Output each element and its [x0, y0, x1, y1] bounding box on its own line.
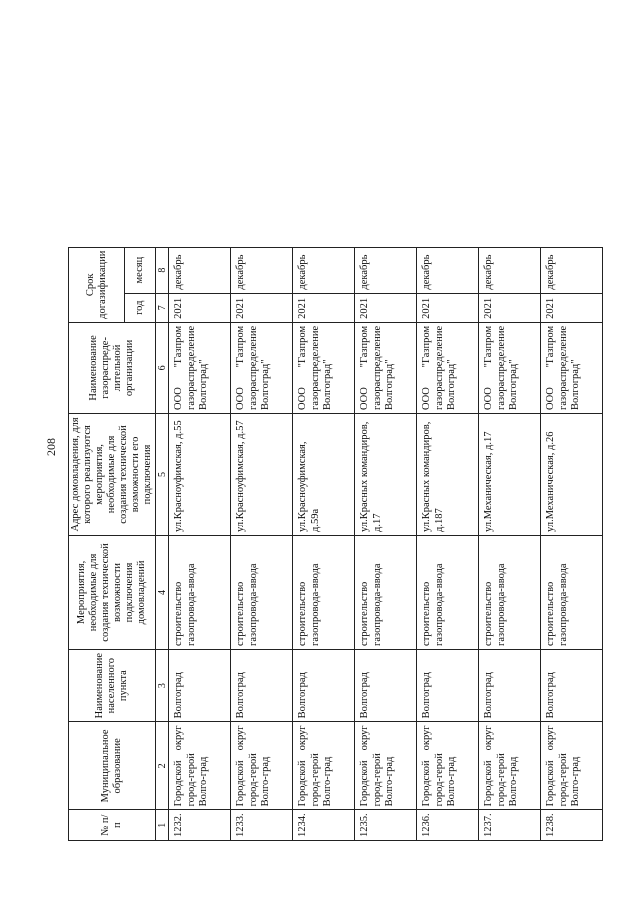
table-row — [231, 247, 293, 840]
header-measures: Мероприятия, необходимые для создания технической возможности подключения домовладений — [69, 535, 156, 649]
address-cell: ул.Механическая, д.17 — [479, 413, 541, 535]
settlement-cell: Волгоград — [169, 649, 231, 721]
header-month: месяц — [125, 247, 156, 293]
org-word-2: "Газпром — [545, 325, 557, 368]
table-row — [169, 247, 231, 840]
settlement-cell: Волгоград — [541, 649, 603, 721]
table-row — [293, 247, 355, 840]
municipal-word-2: округ — [297, 725, 309, 751]
table-row — [479, 247, 541, 840]
year-cell: 2021 — [169, 293, 231, 322]
municipal-word-1: Городской — [235, 760, 247, 807]
col-number: 7 — [156, 293, 169, 322]
row-number: 1236. — [417, 810, 479, 841]
address-cell: ул.Красноуфимская, д.57 — [231, 413, 293, 535]
settlement-cell: Волгоград — [231, 649, 293, 721]
municipal-word-1: Городской — [483, 760, 495, 807]
org-word-1: ООО — [359, 387, 371, 410]
col-number: 6 — [156, 322, 169, 413]
settlement-cell: Волгоград — [417, 649, 479, 721]
col-number: 8 — [156, 247, 169, 293]
table-row — [355, 247, 417, 840]
month-cell: декабрь — [293, 247, 355, 293]
measure-cell: строительство газопровода-ввода — [417, 535, 479, 649]
header-deadline: Срок догазификации — [69, 247, 125, 322]
measure-cell: строительство газопровода-ввода — [169, 535, 231, 649]
org-cell — [231, 322, 293, 413]
address-cell: ул.Красных командиров, д.17 — [355, 413, 417, 535]
municipal-word-1: Городской — [545, 760, 557, 807]
municipal-cell — [541, 722, 603, 810]
org-cell — [169, 322, 231, 413]
address-cell: ул.Механическая, д.26 — [541, 413, 603, 535]
org-word-2: "Газпром — [297, 325, 309, 368]
year-cell: 2021 — [355, 293, 417, 322]
month-cell: декабрь — [541, 247, 603, 293]
org-rest: газораспределение Волгоград" — [247, 325, 271, 410]
row-number: 1237. — [479, 810, 541, 841]
org-word-2: "Газпром — [483, 325, 495, 368]
org-word-2: "Газпром — [421, 325, 433, 368]
municipal-cell — [355, 722, 417, 810]
org-rest: газораспределение Волгоград" — [557, 325, 581, 410]
municipal-word-2: округ — [235, 725, 247, 751]
measure-cell: строительство газопровода-ввода — [479, 535, 541, 649]
org-rest: газораспределение Волгоград" — [309, 325, 333, 410]
org-cell — [293, 322, 355, 413]
col-number: 3 — [156, 649, 169, 721]
municipal-cell — [169, 722, 231, 810]
month-cell: декабрь — [417, 247, 479, 293]
table-body — [169, 247, 603, 840]
org-word-2: "Газпром — [359, 325, 371, 368]
measure-cell: строительство газопровода-ввода — [231, 535, 293, 649]
header-row — [69, 247, 125, 840]
org-word-1: ООО — [235, 387, 247, 410]
col-number: 2 — [156, 722, 169, 810]
row-number: 1235. — [355, 810, 417, 841]
year-cell: 2021 — [293, 293, 355, 322]
org-word-1: ООО — [545, 387, 557, 410]
col-number: 5 — [156, 413, 169, 535]
address-cell: ул.Красноуфимская, д.59а — [293, 413, 355, 535]
org-word-1: ООО — [173, 387, 185, 410]
header-num: № п/п — [69, 810, 156, 841]
address-cell: ул.Красных командиров, д.187 — [417, 413, 479, 535]
municipal-word-2: округ — [173, 725, 185, 751]
org-rest: газораспределение Волгоград" — [495, 325, 519, 410]
year-cell: 2021 — [541, 293, 603, 322]
measure-cell: строительство газопровода-ввода — [541, 535, 603, 649]
row-number: 1232. — [169, 810, 231, 841]
municipal-word-1: Городской — [359, 760, 371, 807]
settlement-cell: Волгоград — [293, 649, 355, 721]
year-cell: 2021 — [231, 293, 293, 322]
municipal-rest: город-герой Волго-град — [247, 753, 271, 807]
org-cell — [417, 322, 479, 413]
gasification-table — [68, 247, 603, 841]
col-number: 4 — [156, 535, 169, 649]
municipal-rest: город-герой Волго-град — [495, 753, 519, 807]
column-number-row — [156, 247, 169, 840]
org-word-1: ООО — [421, 387, 433, 410]
year-cell: 2021 — [479, 293, 541, 322]
municipal-rest: город-герой Волго-град — [433, 753, 457, 807]
header-municipal: Муниципальное образование — [69, 722, 156, 810]
header-settlement: Наименование населенного пункта — [69, 649, 156, 721]
org-cell — [479, 322, 541, 413]
year-cell: 2021 — [417, 293, 479, 322]
month-cell: декабрь — [479, 247, 541, 293]
table-row — [541, 247, 603, 840]
municipal-word-2: округ — [545, 725, 557, 751]
org-rest: газораспределение Волгоград" — [433, 325, 457, 410]
org-word-1: ООО — [483, 387, 495, 410]
rotated-page — [42, 61, 581, 841]
municipal-cell — [417, 722, 479, 810]
row-number: 1233. — [231, 810, 293, 841]
org-word-2: "Газпром — [235, 325, 247, 368]
header-address: Адрес домовладения, для которого реализуются мероприятия, необходимые для создания технической возможности его подключения — [69, 413, 156, 535]
header-org: Наименование газораспреде-лительной организации — [69, 322, 156, 413]
municipal-word-2: округ — [421, 725, 433, 751]
month-cell: декабрь — [169, 247, 231, 293]
org-cell — [541, 322, 603, 413]
month-cell: декабрь — [231, 247, 293, 293]
row-number: 1238. — [541, 810, 603, 841]
measure-cell: строительство газопровода-ввода — [293, 535, 355, 649]
col-number: 1 — [156, 810, 169, 841]
municipal-cell — [479, 722, 541, 810]
municipal-rest: город-герой Волго-град — [185, 753, 209, 807]
municipal-rest: город-герой Волго-град — [557, 753, 581, 807]
page-number: 208 — [44, 438, 58, 456]
municipal-word-1: Городской — [173, 760, 185, 807]
org-rest: газораспределение Волгоград" — [371, 325, 395, 410]
municipal-word-2: округ — [483, 725, 495, 751]
org-word-2: "Газпром — [173, 325, 185, 368]
org-cell — [355, 322, 417, 413]
org-word-1: ООО — [297, 387, 309, 410]
org-rest: газораспределение Волгоград" — [185, 325, 209, 410]
municipal-rest: город-герой Волго-град — [371, 753, 395, 807]
address-cell: ул.Красноуфимская, д.55 — [169, 413, 231, 535]
header-year: год — [125, 293, 156, 322]
municipal-word-2: округ — [359, 725, 371, 751]
municipal-cell — [293, 722, 355, 810]
table-row — [417, 247, 479, 840]
measure-cell: строительство газопровода-ввода — [355, 535, 417, 649]
municipal-word-1: Городской — [297, 760, 309, 807]
settlement-cell: Волгоград — [355, 649, 417, 721]
month-cell: декабрь — [355, 247, 417, 293]
settlement-cell: Волгоград — [479, 649, 541, 721]
municipal-rest: город-герой Волго-град — [309, 753, 333, 807]
municipal-word-1: Городской — [421, 760, 433, 807]
municipal-cell — [231, 722, 293, 810]
row-number: 1234. — [293, 810, 355, 841]
